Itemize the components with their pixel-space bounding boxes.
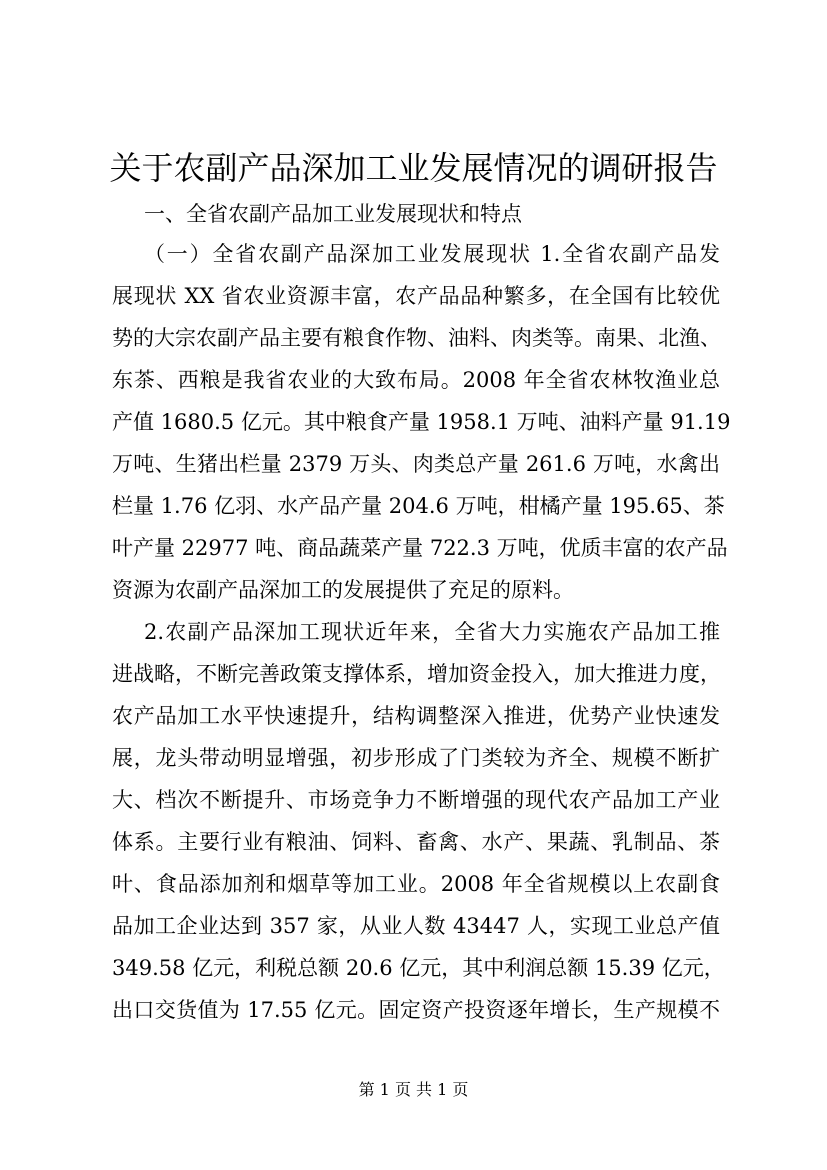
paragraph-line: 349.58 亿元，利税总额 20.6 亿元，其中利润总额 15.39 亿元， <box>112 956 725 980</box>
paragraph-line: 2.农副产品深加工现状近年来，全省大力实施农产品加工推 <box>144 620 720 644</box>
paragraph-line: 产值 1680.5 亿元。其中粮食产量 1958.1 万吨、油料产量 91.19 <box>112 410 731 434</box>
paragraph-line: 叶、食品添加剂和烟草等加工业。2008 年全省规模以上农副食 <box>112 872 720 896</box>
paragraph-line: 进战略，不断完善政策支撑体系，增加资金投入，加大推进力度， <box>112 662 721 686</box>
paragraph-line: 资源为农副产品深加工的发展提供了充足的原料。 <box>112 578 574 602</box>
paragraph-line: 展现状 XX 省农业资源丰富，农产品品种繁多，在全国有比较优 <box>112 284 720 308</box>
paragraph-line: 体系。主要行业有粮油、饲料、畜禽、水产、果蔬、乳制品、茶 <box>112 830 720 854</box>
paragraph-line: （一）全省农副产品深加工业发展现状 1.全省农副产品发 <box>144 242 720 266</box>
paragraph-line: 万吨、生猪出栏量 2379 万头、肉类总产量 261.6 万吨，水禽出 <box>112 452 720 476</box>
paragraph-line: 农产品加工水平快速提升，结构调整深入推进，优势产业快速发 <box>112 704 720 728</box>
paragraph-line: 展，龙头带动明显增强，初步形成了门类较为齐全、规模不断扩 <box>112 746 720 770</box>
page-footer: 第 1 页 共 1 页 <box>358 1080 469 1099</box>
paragraph-line: 出口交货值为 17.55 亿元。固定资产投资逐年增长，生产规模不 <box>112 998 720 1022</box>
paragraph-line: 品加工企业达到 357 家，从业人数 43447 人，实现工业总产值 <box>112 914 720 938</box>
section-heading: 一、全省农副产品加工业发展现状和特点 <box>144 202 522 226</box>
document-title: 关于农副产品深加工业发展情况的调研报告 <box>109 149 718 187</box>
paragraph-line: 栏量 1.76 亿羽、水产品产量 204.6 万吨，柑橘产量 195.65、茶 <box>112 494 725 518</box>
paragraph-line: 叶产量 22977 吨、商品蔬菜产量 722.3 万吨，优质丰富的农产品 <box>112 536 728 560</box>
paragraph-line: 东茶、西粮是我省农业的大致布局。2008 年全省农林牧渔业总 <box>112 368 720 392</box>
paragraph-line: 大、档次不断提升、市场竞争力不断增强的现代农产品加工产业 <box>112 788 720 812</box>
paragraph-line: 势的大宗农副产品主要有粮食作物、油料、肉类等。南果、北渔、 <box>112 326 721 350</box>
